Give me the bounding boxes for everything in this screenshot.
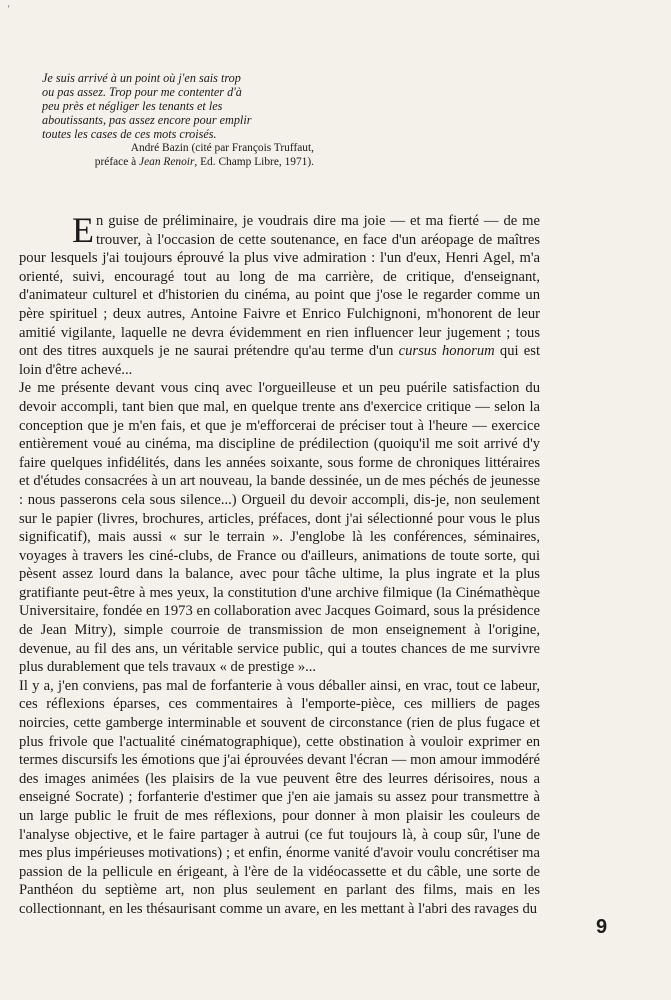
attribution-line-1: André Bazin (cité par François Truffaut, (130, 142, 314, 155)
drop-cap: E (72, 210, 94, 250)
epigraph-line: aboutissants, pas assez encore pour emplir (42, 113, 252, 128)
latin-term: cursus honorum (398, 343, 495, 360)
corner-mark: ‘ (7, 4, 11, 15)
epigraph-line: Je suis arrivé à un point où j'en sais trop (42, 71, 241, 85)
paragraph-2: Je me présente devant vous cinq avec l'orgueilleuse et un peu puérile satisfaction du devoir accompli, tant bien que mal, en quelque trente ans d'exercice critique — selon la conception que je m'en fais, et que je m'efforcerai de préciser tout à l'heure — exercice entièrement voué au cinéma, ma discipline de prédilection (quoiqu'il me soit arrivé d'y faire quelques infidélités, dans les années soixante, sous forme de chroniques littéraires et d'études consacrées à un art nouveau, la bande dessinée, un de mes péchés de jeunesse : nous passerons cela sous silence...) Orgueil du devoir accompli, dis-je, non seulement sur le papier (livres, brochures, articles, préfaces, dont j'ai sélectionné pour vous le plus significatif), mais aussi « sur le terrain ». J'englobe là les conférences, séminaires, voyages à travers les ciné-clubs, de France ou d'ailleurs, animations de toute sorte, qui pèsent assez lourd dans la balance, avec pour tâche ultime, la plus ingrate et la plus gratifiante peut-être à mes yeux, la constitution d'une archive filmique (la Cinémathèque Universitaire, fondée en 1973 en collaboration avec Jacques Goimard, sous la présidence de Jean Mitry), simple courroie de transmission de mon enseignement à l'origine, devenue, au fil des ans, un véritable service public, qui a toutes chances de me survivre plus durablement que tels travaux « de prestige »... (19, 380, 540, 676)
epigraph (42, 71, 314, 170)
paragraph-1-text-a: n guise de préliminaire, je voudrais dire ma joie — et ma fierté — de me trouver, à l'occasion de cette soutenance, en face d'un aréopage de maîtres pour lesquels j'ai toujours éprouvé la plus vive admiration : l'un d'eux, Henri Agel, m'a orienté, suivi, encouragé tout au long de ma carrière, de critique, d'enseignant, d'animateur culturel et d'historien du cinéma, au point que j'ose le regarder comme un père spirituel ; deux autres, Antoine Faivre et Enrico Fulchignoni, m'honorent de leur amitié vigilante, laquelle ne devra évidemment en rien influencer leur jugement ; tous ont des titres auxquels je ne saurai prétendre qu'au terme d'un (19, 213, 540, 360)
epigraph-line: peu près et négliger les tenants et les (42, 99, 223, 114)
epigraph-line: toutes les cases de ces mots croisés. (42, 127, 217, 142)
paragraph-3: Il y a, j'en conviens, pas mal de forfanterie à vous déballer ainsi, en vrac, tout ce labeur, ces réflexions éparses, ces commentaires à l'emporte-pièce, ces milliers de pages noircies, cette gamberge interminable et souvent de circonstance (rien de plus fugace et plus frivole que l'actualité cinématographique), cette obstination à vouloir exprimer en termes discursifs les émotions que j'ai éprouvées devant l'écran — mon amour immodéré des images animées (les plaisirs de la vue peuvent être des leurres dérisoires, nous a enseigné Socrate) ; forfanterie d'estimer que j'en aie jamais su assez pour transmettre à un large public le fruit de mes réflexions, pour donner à mon plaisir les couleurs de l'analyse objective, et le faire partager à autrui (ce fut toujours là, à coup sûr, l'une de mes plus impérieuses motivations) ; et enfin, énorme vanité d'avoir voulu concrétiser ma passion de la pellicule en érigeant, à l'ère de la vidéocassette et du câble, une sorte de Panthéon du septième art, non plus seulement en parlant des films, mais en les collectionnant, en les thésaurisant comme un avare, en les mettant à l'abri des ravages du (19, 677, 540, 917)
body-text (19, 212, 540, 919)
attribution-book-title: Jean Renoir (139, 156, 195, 169)
paragraph-1-text-b: qui est loin d'être achevé... (19, 343, 540, 378)
page-number: 9 (596, 916, 608, 938)
attribution-suffix: , Ed. Champ Libre, 1971). (194, 156, 314, 169)
epigraph-line: ou pas assez. Trop pour me contenter d'à (42, 85, 242, 100)
epigraph-quote (42, 71, 314, 141)
attribution-prefix: préface à (94, 156, 140, 169)
epigraph-attribution (42, 142, 314, 170)
paragraph-1 (19, 212, 540, 379)
